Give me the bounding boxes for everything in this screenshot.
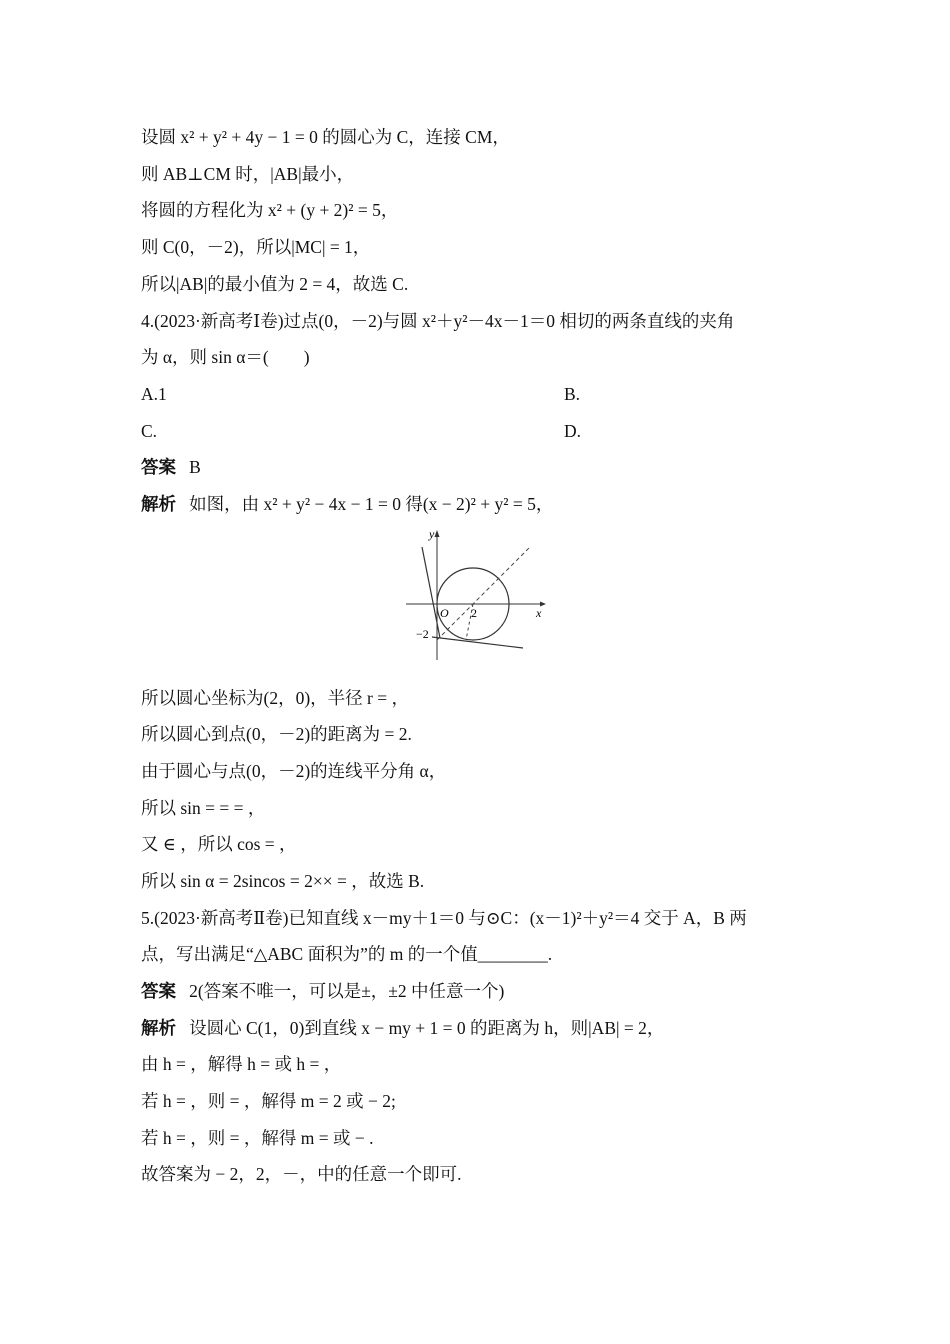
answer-value: 2(答案不唯一，可以是±，±2 中任意一个) bbox=[189, 981, 505, 1001]
tangent-line-2 bbox=[432, 637, 523, 648]
option-a: A.1 bbox=[141, 384, 167, 404]
text-line: 则 C(0，－2)，所以|MC| = 1， bbox=[141, 237, 371, 257]
text-line: 若 h = ，则 = ，解得 m = 2 或 − 2; bbox=[141, 1091, 396, 1111]
axis-x-label: x bbox=[536, 606, 542, 620]
question-4-stem: 4.(2023·新高考Ⅰ卷)过点(0，－2)与圆 x²＋y²－4x－1＝0 相切的两条直线的夹角 bbox=[141, 311, 735, 331]
tick-x-2: 2 bbox=[471, 606, 477, 620]
text-line: 若 h = ，则 = ，解得 m = 或 − . bbox=[141, 1128, 374, 1148]
text-line: 所以 sin α = 2sincos = 2×× = ，故选 B. bbox=[141, 871, 425, 891]
solution-4 bbox=[141, 492, 820, 516]
origin-label: O bbox=[440, 606, 449, 620]
answer-5 bbox=[141, 979, 820, 1003]
solution-text: 如图，由 x² + y² − 4x − 1 = 0 得(x − 2)² + y² = 5， bbox=[189, 494, 554, 514]
text-line: 设圆 x² + y² + 4y − 1 = 0 的圆心为 C，连接 CM， bbox=[141, 127, 510, 147]
solution-label: 解析 bbox=[141, 494, 176, 514]
axis-y-label: y bbox=[429, 527, 435, 541]
text-line: 所以圆心到点(0，－2)的距离为 = 2. bbox=[141, 724, 412, 744]
y-axis-arrow-icon bbox=[435, 530, 440, 537]
option-c: C. bbox=[141, 421, 158, 441]
angle-bisector bbox=[437, 547, 530, 640]
tick-y-neg2: −2 bbox=[416, 627, 429, 641]
solution-5 bbox=[141, 1016, 820, 1040]
solution-label: 解析 bbox=[141, 1018, 176, 1038]
question-4-stem-cont: 为 α，则 sin α＝( ) bbox=[141, 347, 310, 367]
question-5-stem: 5.(2023·新高考Ⅱ卷)已知直线 x－my＋1＝0 与⊙C：(x－1)²＋y²＝4 交于 A，B 两 bbox=[141, 908, 747, 928]
circle-tangent-figure bbox=[400, 525, 550, 665]
options-row-1 bbox=[141, 382, 820, 406]
answer-label: 答案 bbox=[141, 981, 176, 1001]
answer-label: 答案 bbox=[141, 457, 176, 477]
text-line: 所以圆心坐标为(2，0)，半径 r = ， bbox=[141, 688, 409, 708]
option-b: B. bbox=[564, 384, 581, 404]
text-line: 则 AB⊥CM 时，|AB|最小， bbox=[141, 164, 355, 184]
option-d: D. bbox=[564, 421, 582, 441]
solution-text: 设圆心 C(1，0)到直线 x − my + 1 = 0 的距离为 h，则|AB| = 2， bbox=[189, 1018, 665, 1038]
question-5-stem-cont: 点，写出满足“△ABC 面积为”的 m 的一个值________. bbox=[141, 944, 553, 964]
text-line: 将圆的方程化为 x² + (y + 2)² = 5， bbox=[141, 200, 399, 220]
text-line: 由于圆心与点(0，－2)的连线平分角 α， bbox=[141, 761, 447, 781]
text-line: 由 h = ，解得 h = 或 h = ， bbox=[141, 1054, 342, 1074]
answer-value: B bbox=[189, 457, 201, 477]
text-line: 所以|AB|的最小值为 2 = 4，故选 C. bbox=[141, 274, 409, 294]
options-row-2 bbox=[141, 419, 820, 443]
text-line: 又 ∈ ，所以 cos = ， bbox=[141, 834, 297, 854]
text-line: 故答案为 − 2，2，－，中的任意一个即可. bbox=[141, 1164, 462, 1184]
text-line: 所以 sin = = = ， bbox=[141, 798, 266, 818]
answer-4 bbox=[141, 455, 820, 479]
